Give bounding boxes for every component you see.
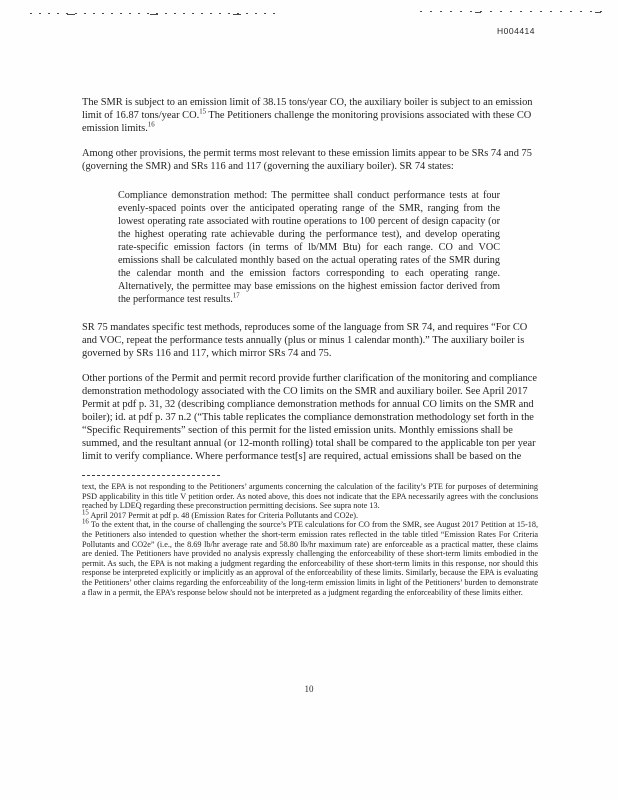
footnote-16-marker: 16 [82,518,89,526]
footnotes-section [82,482,538,597]
paragraph-emission-limits [82,96,538,135]
footnote-ref-16: 16 [147,121,155,129]
page-number: 10 [304,684,314,694]
bates-number: H004414 [497,26,536,36]
footnote-16-text: To the extent that, in the course of challenging the source’s PTE calculations for CO from the SMR, see August 2017 Petition at 15-18, the Petitioners also intended to question whether the short-term emission rates reflected in the table titled “Emission Rates For Criteria Pollutants and CO2e” (i.e., the 8.69 lb/hr average rate and 58.80 lb/hr maximum rate) are enforceable as a practical matter, these claims are denied. The Petitioners have provided no analysis expressly challenging the enforceability of these short-term limits embodied in the permit. As such, the EPA is not making a judgment regarding the enforceability of these short-term limits in this response, nor should this response be interpreted explicitly or implicitly as an approval of the enforceability of these limits. Similarly, because the EPA is evaluating the Petitioners’ other claims regarding the enforceability of the long-term emission limits in light of the Petitioners’ burden to demonstrate a flaw in a permit, the EPA’s response below should not be interpreted as a judgment regarding the enforceability of these limits either. [82,520,538,597]
footnote-15 [82,511,538,521]
footnote-15-text: April 2017 Permit at pdf p. 48 (Emission Rates for Criteria Pollutants and CO2e). [88,510,359,520]
paragraph-other-portions: Other portions of the Permit and permit record provide further clarification of the monitoring and compliance demonstration methodology associated with the CO limits on the SMR and auxiliary boiler. See April 2017 Permit at pdf p. 31, 32 (describing compliance demonstration methods for annual CO limits on the SMR and boiler); id. at pdf p. 37 n.2 (“This table replicates the compliance demonstration methodology set forth in the “Specific Requirements” section of this permit for the listed emission units. Monthly emissions shall be summed, and the resultant annual (or 12-month rolling) total shall be compared to the applicable ton per year limit to verify compliance. Where performance test[s] are required, actual emissions shall be based on the [82,373,538,462]
footnote-15-marker: 15 [82,509,89,517]
footnote-16 [82,520,538,597]
footnote-separator [82,475,220,476]
blockquote-sr74 [118,189,500,306]
paragraph-permit-terms: Among other provisions, the permit terms most relevant to these emission limits appear to be SRs 74 and 75 (governing the SMR) and SRs 116 and 117 (governing the auxiliary boiler). SR 74 states: [82,148,532,172]
scan-artifact-dots-left [30,13,275,15]
paragraph-emission-limits-text-1: The SMR is subject to an emission limit of 38.15 tons/year CO, the auxiliary boiler is subject to an emission limit of 16.87 tons/year CO. [82,97,533,121]
paragraph-sr75: SR 75 mandates specific test methods, reproduces some of the language from SR 74, and requires “For CO and VOC, repeat the performance tests annually (plus or minus 1 calendar month).” The auxiliary boiler is governed by SRs 116 and 117, which mirror SRs 74 and 75. [82,322,528,359]
scan-artifact-dots-right [420,11,602,13]
footnote-ref-17: 17 [232,292,240,300]
blockquote-sr74-text: Compliance demonstration method: The permittee shall conduct performance tests at four evenly-spaced points over the anticipated operating range of the SMR, ranging from the lowest operating rate associated with routine operations to 100 percent of design capacity (or the highest operating rate achievable during the performance test), and develop operating rate-specific emission factors (in terms of lb/MM Btu) for each range. CO and VOC emissions shall be calculated monthly based on the actual operating rates of the SMR during the calendar month and the emission factors corresponding to each operating range. Alternatively, the permittee may base emissions on the highest emission factor derived from the performance test results. [118,190,500,305]
footnote-continuation: text, the EPA is not responding to the Petitioners’ arguments concerning the calculation of the facility’s PTE for purposes of determining PSD applicability in this title V petition order. As noted above, this does not indicate that the EPA necessarily agrees with the conclusions reached by LDEQ regarding these preconstruction permitting decisions. See supra note 13. [82,482,538,511]
footnote-ref-15: 15 [199,108,206,116]
document-body [82,96,538,597]
paragraph-emission-limits-text-2: The Petitioners challenge the monitoring provisions associated with these CO emission limits. [82,110,532,134]
